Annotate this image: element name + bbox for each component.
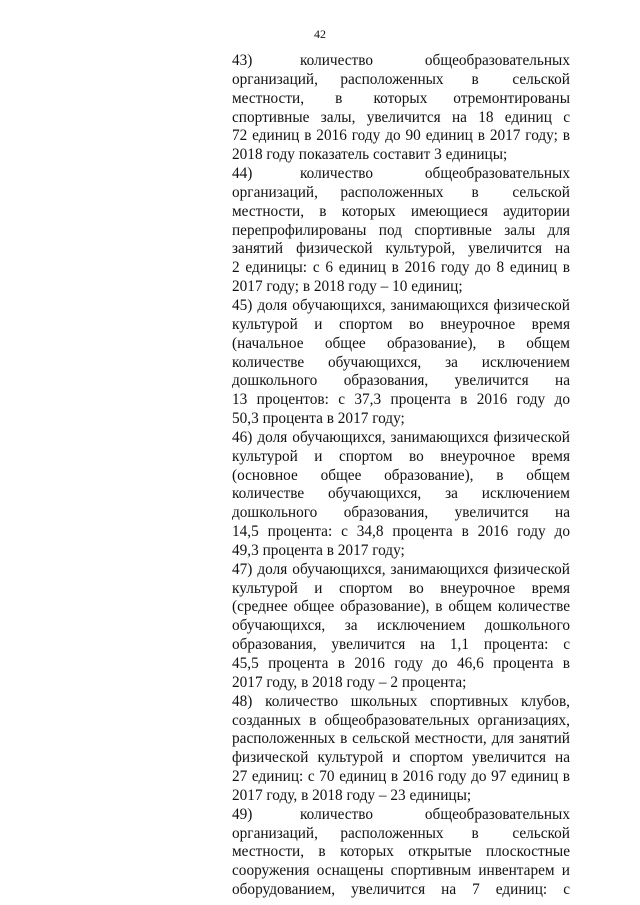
text-line: дошкольного образования, увеличится на xyxy=(232,504,570,522)
text-line: культурой и спортом во внеурочное время xyxy=(232,447,570,465)
text-line: физической культурой и спортом увеличится на xyxy=(232,749,570,767)
text-line: занятий физической культурой, увеличится на xyxy=(232,240,570,258)
text-line: спортивные залы, увеличится на 18 единиц с xyxy=(232,108,570,126)
list-item-paragraph xyxy=(232,165,570,297)
text-line: количестве обучающихся, за исключением xyxy=(232,485,570,503)
text-line: 49,3 процента в 2017 году; xyxy=(232,541,405,559)
text-line: 14,5 процента: с 34,8 процента в 2016 году до xyxy=(232,523,570,541)
text-line: культурой и спортом во внеурочное время xyxy=(232,579,570,597)
text-line: 46) доля обучающихся, занимающихся физической xyxy=(232,428,570,446)
text-line: 2017 году, в 2018 году – 2 процента; xyxy=(232,673,467,691)
document-body xyxy=(232,52,570,900)
list-item-paragraph xyxy=(232,429,570,561)
text-line: перепрофилированы под спортивные залы для xyxy=(232,221,570,239)
text-line: 43) количество общеобразовательных xyxy=(232,52,570,69)
text-line: организаций, расположенных в сельской xyxy=(232,183,570,201)
text-line: созданных в общеобразовательных организациях, xyxy=(232,711,570,729)
text-line: дошкольного образования, увеличится на xyxy=(232,372,570,390)
text-line: организаций, расположенных в сельской xyxy=(232,70,570,88)
list-item-paragraph xyxy=(232,297,570,429)
text-line: (основное общее образование), в общем xyxy=(232,466,570,484)
text-line: 2 единицы: с 6 единиц в 2016 году до 8 единиц в xyxy=(232,259,570,277)
text-line: сооружения оснащены спортивным инвентарем и xyxy=(232,862,570,880)
list-item-paragraph xyxy=(232,561,570,693)
list-item-paragraph xyxy=(232,52,570,165)
text-line: 47) доля обучающихся, занимающихся физической xyxy=(232,560,570,578)
text-line: 2017 году; в 2018 году – 10 единиц; xyxy=(232,278,463,296)
text-line: 72 единиц в 2016 году до 90 единиц в 2017 году; в xyxy=(232,127,570,145)
text-line: 44) количество общеобразовательных xyxy=(232,165,570,183)
text-line: 13 процентов: с 37,3 процента в 2016 году до xyxy=(232,391,570,409)
text-line: 45) доля обучающихся, занимающихся физической xyxy=(232,296,570,314)
list-item-paragraph xyxy=(232,806,570,900)
text-line: 27 единиц: с 70 единиц в 2016 году до 97 единиц в xyxy=(232,768,570,786)
text-line: 45,5 процента в 2016 году до 46,6 процента в xyxy=(232,655,570,672)
page-number: 42 xyxy=(314,27,326,41)
text-line: 50,3 процента в 2017 году; xyxy=(232,410,405,428)
text-line: оборудованием, увеличится на 7 единиц: с xyxy=(232,881,570,899)
text-line: 48) количество школьных спортивных клубов, xyxy=(232,692,570,710)
text-line: 49) количество общеобразовательных xyxy=(232,805,570,823)
text-line: количестве обучающихся, за исключением xyxy=(232,353,570,371)
text-line: образования, увеличится на 1,1 процента: с xyxy=(232,636,570,654)
text-line: обучающихся, за исключением дошкольного xyxy=(232,617,570,635)
text-line: местности, в которых открытые плоскостные xyxy=(232,843,570,861)
text-line: (начальное общее образование), в общем xyxy=(232,334,570,352)
text-line: культурой и спортом во внеурочное время xyxy=(232,315,570,333)
text-line: 2018 году показатель составит 3 единицы; xyxy=(232,146,508,164)
text-line: 2017 году, в 2018 году – 23 единицы; xyxy=(232,786,472,804)
text-line: расположенных в сельской местности, для занятий xyxy=(232,730,570,748)
list-item-paragraph xyxy=(232,693,570,806)
text-line: местности, в которых отремонтированы xyxy=(232,89,570,107)
text-line: организаций, расположенных в сельской xyxy=(232,824,570,842)
text-line: (среднее общее образование), в общем количестве xyxy=(232,598,570,616)
text-line: местности, в которых имеющиеся аудитории xyxy=(232,202,570,220)
